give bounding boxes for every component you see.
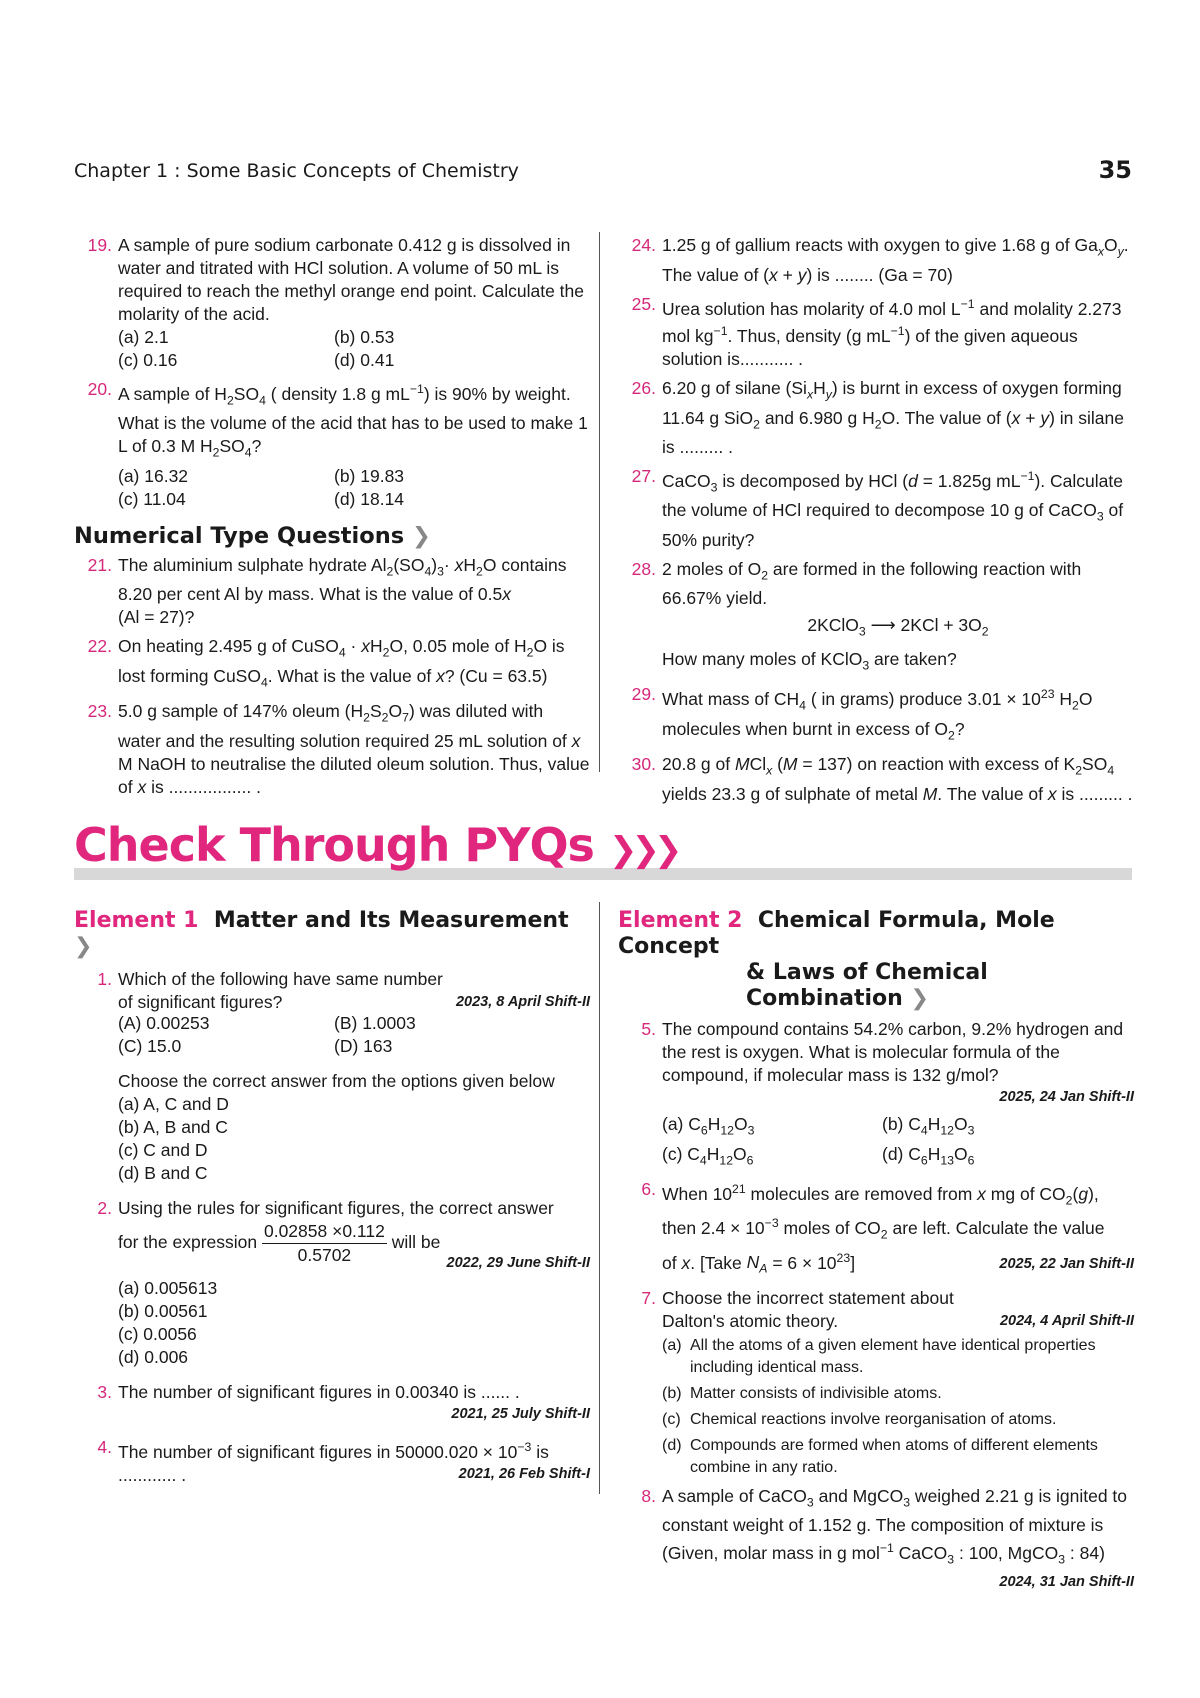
chevron-right-icon: ❯: [411, 522, 431, 549]
option-letter: (b): [662, 1384, 682, 1402]
option: (b) 19.83: [334, 465, 405, 486]
question-number: 3.: [97, 1382, 112, 1402]
question-subtext: How many moles of KClO$_3$ are taken?: [662, 648, 957, 673]
question-number: 21.: [87, 554, 112, 575]
reaction-equation: 2KClO$_3$ ⟶ $2KCl + 3O_2$: [807, 615, 989, 639]
question-text: CaCO$_3$ is decomposed by HCl (d = 1.825g $mL^{-1}$). Calculate the volume of HCl required to decompose 10 g of CaCO$_3$ of 50% purity?: [662, 469, 1124, 550]
value-item: (C) 15.0: [118, 1036, 182, 1056]
options: [662, 1335, 1134, 1479]
options: [118, 326, 590, 372]
element-label: Element 1: [74, 908, 199, 933]
question-30: [618, 753, 1134, 806]
question-text: 1.25 g of gallium reacts with oxygen to give 1.68 g of $Ga_xO_y$. The value of (x + y) is ........ (Ga = 70): [662, 235, 1129, 285]
question-number: 25.: [631, 293, 656, 314]
question-number: 22.: [87, 636, 112, 657]
question-number: 30.: [631, 754, 656, 775]
option-text: Chemical reactions involve reorganisation of atoms.: [690, 1410, 1057, 1428]
question-number: 7.: [641, 1287, 656, 1308]
question-3: [74, 1381, 590, 1424]
year-tag: 2024, 4 April Shift-II: [999, 1312, 1134, 1329]
option: [662, 1409, 1134, 1431]
question-number: 26.: [631, 378, 656, 399]
question-29: [618, 683, 1134, 747]
year-tag: 2021, 26 Feb Shift-I: [458, 1465, 590, 1482]
element-title-line1: Chemical Formula, Mole Concept: [618, 908, 1055, 959]
question-22: [74, 635, 590, 694]
option: (a) 0.005613: [118, 1278, 218, 1298]
element-label: Element 2: [618, 908, 743, 933]
answer-blank: [118, 1464, 590, 1487]
year-tag: 2025, 24 Jan Shift-II: [999, 1089, 1134, 1105]
option: (b) 0.53: [334, 327, 395, 347]
option-letter: (c): [662, 1410, 681, 1428]
question-number: 28.: [631, 558, 656, 579]
question-20: [74, 378, 590, 511]
question-text: What mass of $CH_4$ ( in grams) produce $3.01 \times 10^{23}$ $H_2O$ molecules when burnt in excess of $O_2$?: [662, 687, 1093, 743]
question-6: [618, 1178, 1134, 1281]
question-number: 19.: [87, 235, 112, 255]
question-prompt: Choose the correct answer from the options given below: [118, 1071, 555, 1091]
option: (c) C and D: [118, 1140, 208, 1160]
option: (a) 16.32: [118, 465, 189, 486]
element-2-heading: [618, 908, 1134, 1012]
fraction: [262, 1220, 387, 1267]
question-26: [618, 377, 1134, 459]
value-item: (A) 0.00253: [118, 1013, 210, 1033]
options: [118, 1277, 590, 1369]
option: [662, 1383, 1134, 1405]
question-number: 2.: [97, 1198, 112, 1218]
element-1-column: [74, 908, 590, 1493]
question-text: The number of significant figures in $50000.020 \times 10^{-3}$ is: [118, 1440, 549, 1462]
option-text: All the atoms of a given element have identical properties including identical mass.: [690, 1336, 1096, 1376]
question-text: On heating 2.495 g of CuSO$_4$ · $xH_2O$, 0.05 mole of $H_2O$ is lost forming CuSO$_4$. What is the value of x? (Cu = 63.5): [118, 636, 565, 690]
question-5: [618, 1018, 1134, 1172]
option: (d) $C_6H_{13}O_6$: [882, 1143, 975, 1167]
question-text: The number of significant figures in 0.00340 is ...... .: [118, 1382, 520, 1402]
option: (d) 18.14: [334, 488, 405, 509]
question-text: A sample of CaCO$_3$ and MgCO$_3$ weighed 2.21 g is ignited to constant weight of 1.152 g. The composition of mixture is (Given, molar mass in g mol$^{-1}$ CaCO$_3$ : 100, MgCO$_3$ : 84): [662, 1485, 1128, 1567]
question-text: 5.0 g sample of 147% oleum $(H_2S_2O_7)$ was diluted with water and the resulting solution required 25 mL solution of x M NaOH to neutralise the diluted oleum solution. Thus, value of x is ................. .: [118, 701, 590, 797]
option-text: Matter consists of indivisible atoms.: [690, 1384, 942, 1402]
value-item: (B) 1.0003: [334, 1013, 416, 1033]
option-letter: (d): [662, 1436, 682, 1454]
question-28: [618, 558, 1134, 678]
question-number: 1.: [97, 969, 112, 989]
element-1-heading: [74, 908, 590, 960]
option: (b) A, B and C: [118, 1117, 228, 1137]
value-item: (D) 163: [334, 1036, 393, 1056]
question-number: 6.: [641, 1179, 656, 1199]
column-divider-bottom: [599, 902, 600, 1494]
question-text: A sample of pure sodium carbonate 0.412 g is dissolved in water and titrated with HCl solution. A volume of 50 mL is required to reach the methyl orange end point. Calculate the molarity of the acid.: [118, 235, 584, 324]
page-number: 35: [1098, 156, 1132, 184]
question-text: 6.20 g of silane $(Si_xH_y)$ is burnt in excess of oxygen forming 11.64 g SiO$_2$ and 6.980 g $H_2O$. The value of (x + y) in silane is ......... .: [662, 378, 1124, 458]
expression-suffix: will be: [391, 1232, 441, 1253]
question-text: The aluminium sulphate hydrate $Al_2(SO_4)_3\cdot xH_2O$ contains 8.20 per cent Al by mass. What is the value of 0.5x (Al = 27)?: [118, 554, 567, 628]
question-number: 29.: [631, 684, 656, 705]
section-heading: [74, 522, 590, 549]
element-2-heading-line2: [618, 960, 1134, 1012]
option: (c) 0.0056: [118, 1324, 197, 1344]
question-7: [618, 1287, 1134, 1479]
question-text-tail: of x. [Take $N_A = 6 \times 10^{23}$]: [662, 1250, 856, 1276]
question-text: Using the rules for significant figures, the correct answer: [118, 1198, 554, 1218]
question-text: Urea solution has molarity of 4.0 mol $L^{-1}$ and molality 2.273 mol $kg^{-1}$. Thus, density (g $mL^{-1}$) of the given aqueous solution is........... .: [662, 296, 1122, 370]
section-heading-text: Numerical Type Questions: [74, 522, 405, 549]
question-text-cont: [662, 1247, 1134, 1281]
option: [662, 1435, 1134, 1479]
banner-title-text: Check Through PYQs: [74, 818, 594, 872]
option: (a) A, C and D: [118, 1094, 229, 1114]
question-number: 27.: [631, 466, 656, 487]
element-2-column: [618, 908, 1134, 1598]
triple-chevron-icon: ❯❯❯: [608, 830, 677, 870]
question-text: Which of the following have same number of significant figures?: [118, 969, 443, 1012]
option: (d) B and C: [118, 1163, 208, 1183]
question-24: [618, 234, 1134, 287]
question-text: 2 moles of $O_2$ are formed in the following reaction with 66.67% yield.: [662, 558, 1082, 609]
year-tag: 2022, 29 June Shift-II: [446, 1255, 590, 1271]
question-text: 20.8 g of MCl$_x$ (M = 137) on reaction with excess of $K_2SO_4$ yields 23.3 g of sulphate of metal M. The value of x is ......... .: [662, 754, 1133, 804]
question-number: 4.: [97, 1437, 112, 1457]
option: (c) $C_4H_{12}O_6$: [662, 1143, 754, 1167]
question-text: Choose the incorrect statement about Dalton's atomic theory.: [662, 1287, 954, 1331]
question-27: [618, 465, 1134, 552]
question-2: [74, 1197, 590, 1369]
question-8: [618, 1485, 1134, 1592]
option: (a) 2.1: [118, 327, 169, 347]
year-tag: 2023, 8 April Shift-II: [455, 994, 590, 1010]
option: (b) 0.00561: [118, 1301, 208, 1321]
option-text: Compounds are formed when atoms of different elements combine in any ratio.: [690, 1436, 1098, 1476]
question-text: A sample of $H_2SO_4$ ( density 1.8 g $mL^{-1}$) is 90% by weight. What is the volume of the acid that has to be used to make 1 L of 0.3 M $H_2SO_4$?: [118, 382, 588, 460]
running-header: Chapter 1 : Some Basic Concepts of Chemistry: [74, 160, 519, 182]
element-2-heading-line1: [618, 908, 1134, 960]
values: [118, 1012, 590, 1058]
right-top-column: [618, 234, 1134, 812]
element-title-line2: & Laws of Chemical Combination: [746, 960, 988, 1011]
question-4: [74, 1436, 590, 1487]
option-letter: (a): [662, 1336, 682, 1354]
year-tag: 2021, 25 July Shift-II: [451, 1406, 590, 1422]
question-1: [74, 968, 590, 1185]
question-number: 5.: [641, 1019, 656, 1039]
banner-title: [74, 818, 676, 872]
chevron-right-icon: ❯: [74, 934, 93, 959]
option: (c) 11.04: [118, 488, 186, 509]
question-number: 23.: [87, 701, 112, 722]
options: [662, 1113, 1134, 1172]
option: [662, 1335, 1134, 1379]
question-text: The compound contains 54.2% carbon, 9.2% hydrogen and the rest is oxygen. What is molecular formula of the compound, if molecular mass is 132 g/mol?: [662, 1019, 1124, 1085]
question-text: When $10^{21}$ molecules are removed from x mg of $CO_2(g)$, then $2.4 \times 10^{-3}$ moles of $CO_2$ are left. Calculate the value: [662, 1182, 1105, 1242]
option: (c) 0.16: [118, 350, 178, 370]
fraction-denominator: 0.5702: [297, 1245, 352, 1265]
options: [118, 465, 590, 511]
option: (b) $C_4H_{12}O_3$: [882, 1114, 975, 1138]
option: (d) 0.41: [334, 350, 395, 370]
expression-prefix: for the expression: [118, 1232, 258, 1253]
option: (d) 0.006: [118, 1347, 189, 1367]
question-number: 20.: [87, 379, 112, 399]
left-top-column: [74, 234, 590, 805]
year-tag: 2024, 31 Jan Shift-II: [999, 1573, 1134, 1590]
chevron-right-icon: ❯: [910, 986, 929, 1011]
blank-line: ............ .: [118, 1464, 187, 1485]
question-subtext-label: How many moles of KClO: [662, 648, 863, 669]
options: [118, 1093, 590, 1185]
option: (a) $C_6H_{12}O_3$: [662, 1114, 755, 1138]
column-divider-top: [599, 232, 600, 772]
question-number: 8.: [641, 1485, 656, 1506]
question-21: [74, 554, 590, 630]
question-19: [74, 234, 590, 372]
fraction-numerator: 0.02858 ×0.112: [262, 1220, 387, 1244]
question-25: [618, 293, 1134, 372]
year-tag: 2025, 22 Jan Shift-II: [999, 1256, 1134, 1273]
question-23: [74, 700, 590, 799]
element-title: Matter and Its Measurement: [213, 908, 569, 933]
question-number: 24.: [631, 235, 656, 255]
